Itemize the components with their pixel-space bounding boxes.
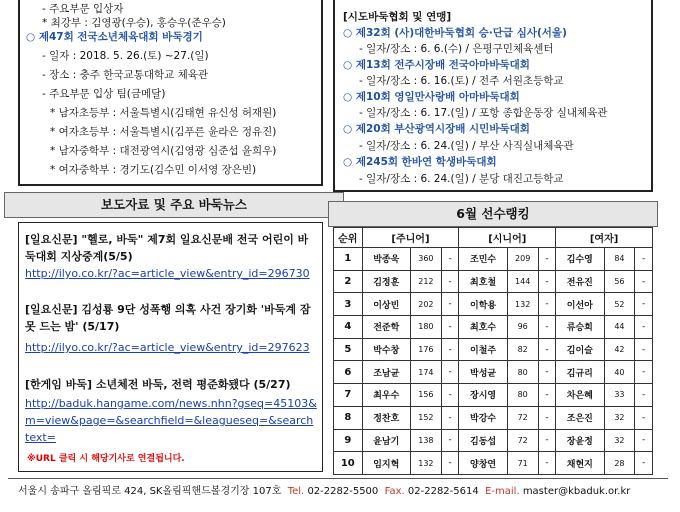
women-player-name: 김규리 [556,361,604,384]
women-player-name: 이선아 [556,293,604,316]
senior-column-header: [시니어] [459,228,556,248]
rank-number: 4 [334,316,363,339]
ranking-row [334,316,653,339]
news-headline: [한게임 바둑] 소년체전 바둑, 전력 평준화됐다 (5/27) [25,378,291,391]
senior-player-name: 박강수 [459,406,507,429]
senior-player-name: 박성균 [459,361,507,384]
junior-player-name: 전준학 [362,316,410,339]
circle-bullet-icon: ○ [343,27,356,39]
senior-player-points: 80 [507,361,538,384]
junior-player-points: 174 [410,361,441,384]
junior-player-name: 박종욱 [362,248,410,271]
separator: - [538,406,556,429]
ranking-row [334,429,653,452]
separator: - [441,361,459,384]
news-section-header: 보도자료 및 주요 바둑뉴스 [4,192,344,218]
event-detail: - 일자/장소 : 6. 24.(일) / 분당 대진고등학교 [359,173,564,185]
rank-number: 3 [334,293,363,316]
event-detail: - 일자/장소 : 6. 24.(일) / 부산 사직실내체육관 [359,140,574,152]
circle-bullet-icon: ○ [26,31,36,43]
medal-row: * 여자초등부 : 서울특별시(김푸른 윤라은 정유진) [50,126,277,138]
women-player-name: 장윤정 [556,429,604,452]
separator: - [441,270,459,293]
news-link[interactable]: http://ilyo.co.kr/?ac=article_view&entry_id=296730 [25,267,310,280]
separator: - [635,452,653,475]
junior-player-points: 176 [410,338,441,361]
event-detail: - 일자/장소 : 6. 17.(일) / 포항 종합운동장 실내체육관 [359,107,608,119]
separator: - [538,338,556,361]
women-player-name: 김이슬 [556,338,604,361]
women-player-points: 52 [604,293,635,316]
ranking-row [334,248,653,271]
junior-player-points: 202 [410,293,441,316]
footer-divider [8,478,668,479]
event-title: ○ 제10회 영일만사랑배 아마바둑대회 [343,91,520,103]
separator: - [635,384,653,407]
senior-player-name: 양창연 [459,452,507,475]
winners-heading: - 주요부문 입상자 [42,3,124,15]
women-player-name: 조은진 [556,406,604,429]
ranking-row [334,270,653,293]
women-player-name: 류승희 [556,316,604,339]
ranking-table [333,227,653,475]
event-date: - 일자 : 2018. 5. 26.(토) ~27.(일) [42,50,209,62]
separator: - [635,316,653,339]
senior-player-points: 209 [507,248,538,271]
separator: - [441,406,459,429]
senior-player-name: 장시영 [459,384,507,407]
junior-column-header: [주니어] [362,228,459,248]
ranking-section-header: 6월 선수랭킹 [328,201,658,227]
regional-events-heading: [시도바둑협회 및 연맹] [343,11,452,23]
women-player-points: 42 [604,338,635,361]
event-title: ○ 제13회 전주시장배 전국아마바둑대회 [343,59,530,71]
news-link[interactable]: http://baduk.hangame.com/news.nhn?gseq=45103&m=view&page=&searchfield=&leagueseq=&searchtext= [25,397,317,444]
rank-column-header: 순위 [334,228,363,248]
separator: - [635,248,653,271]
tel-label: Tel. [287,486,305,497]
ranking-row [334,293,653,316]
news-headline: [일요신문] "헬로, 바둑" 제7회 일요신문배 전국 어린이 바둑대회 지상중계(5/5) [25,233,309,263]
rank-number: 5 [334,338,363,361]
url-note: ※URL 클릭 시 해당기사로 연결됩니다. [27,454,185,464]
senior-player-points: 72 [507,406,538,429]
medal-heading: - 주요부문 입상 팀(금메달) [42,88,166,100]
separator: - [538,270,556,293]
separator: - [441,316,459,339]
regional-events-box [333,0,653,192]
senior-player-name: 최호철 [459,270,507,293]
tel-number: 02-2282-5500 [307,486,379,497]
medal-row: * 남자중학부 : 대전광역시(김영광 심준섭 윤희우) [50,145,277,157]
ranking-row [334,361,653,384]
email-label: E-mail. [485,486,520,497]
event-detail: - 일자/장소 : 6. 6.(수) / 은평구민체육센터 [359,43,554,55]
women-player-name: 전유진 [556,270,604,293]
senior-player-points: 80 [507,384,538,407]
separator: - [441,293,459,316]
senior-player-name: 김동섭 [459,429,507,452]
rank-number: 2 [334,270,363,293]
rank-number: 6 [334,361,363,384]
separator: - [538,452,556,475]
news-headline: [일요신문] 김성룡 9단 성폭행 의혹 사건 장기화 '바둑계 잠 못 드는 밤' (5/17) [25,303,311,333]
junior-player-points: 180 [410,316,441,339]
rank-number: 1 [334,248,363,271]
women-player-name: 채현지 [556,452,604,475]
separator: - [538,248,556,271]
women-player-points: 33 [604,384,635,407]
ranking-row [334,406,653,429]
junior-player-name: 임지혁 [362,452,410,475]
senior-player-name: 이학용 [459,293,507,316]
senior-player-points: 132 [507,293,538,316]
women-player-name: 김수영 [556,248,604,271]
women-player-points: 56 [604,270,635,293]
senior-player-name: 최호수 [459,316,507,339]
junior-player-name: 박수창 [362,338,410,361]
circle-bullet-icon: ○ [343,156,356,168]
junior-player-name: 정찬호 [362,406,410,429]
junior-player-points: 152 [410,406,441,429]
separator: - [635,406,653,429]
separator: - [538,384,556,407]
separator: - [538,361,556,384]
separator: - [441,384,459,407]
circle-bullet-icon: ○ [343,59,356,71]
junior-player-points: 212 [410,270,441,293]
medal-row: * 여자중학부 : 경기도(김수민 이서영 장은빈) [50,164,257,176]
event-title: ○ 제47회 전국소년체육대회 바둑경기 [26,31,203,43]
senior-player-points: 82 [507,338,538,361]
rank-number: 8 [334,406,363,429]
circle-bullet-icon: ○ [343,91,356,103]
rank-number: 10 [334,452,363,475]
senior-player-points: 72 [507,429,538,452]
ranking-row [334,338,653,361]
women-player-points: 44 [604,316,635,339]
medal-row: * 남자초등부 : 서울특별시(김태현 유신성 허재원) [50,107,277,119]
junior-player-points: 138 [410,429,441,452]
separator: - [635,270,653,293]
news-box [18,222,323,472]
senior-player-points: 96 [507,316,538,339]
event-detail: - 일자/장소 : 6. 16.(토) / 전주 서원초등학교 [359,75,564,87]
junior-player-name: 윤남기 [362,429,410,452]
junior-player-name: 최우수 [362,384,410,407]
event-title: ○ 제245회 한바연 학생바둑대회 [343,156,497,168]
news-link[interactable]: http://ilyo.co.kr/?ac=article_view&entry_id=297623 [25,341,310,354]
separator: - [441,248,459,271]
separator: - [635,338,653,361]
email-address[interactable]: master@kbaduk.or.kr [522,486,631,497]
fax-number: 02-2282-5614 [407,486,479,497]
ranking-row [334,452,653,475]
junior-player-points: 132 [410,452,441,475]
senior-player-points: 144 [507,270,538,293]
junior-player-points: 156 [410,384,441,407]
separator: - [635,429,653,452]
women-player-name: 차은혜 [556,384,604,407]
senior-player-name: 이철주 [459,338,507,361]
top-division-winners: * 최강부 : 김영광(우승), 홍승우(준우승) [42,17,226,29]
separator: - [635,293,653,316]
separator: - [538,293,556,316]
junior-player-name: 조남균 [362,361,410,384]
ranking-row [334,384,653,407]
senior-player-name: 조민수 [459,248,507,271]
separator: - [441,452,459,475]
rank-number: 9 [334,429,363,452]
women-player-points: 40 [604,361,635,384]
footer-address: 서울시 송파구 올림픽로 424, SK올림픽핸드볼경기장 107호 [18,486,282,497]
separator: - [538,316,556,339]
junior-player-name: 김정훈 [362,270,410,293]
event-title: ○ 제20회 부산광역시장배 시민바둑대회 [343,123,530,135]
separator: - [538,429,556,452]
junior-player-points: 360 [410,248,441,271]
women-column-header: [여자] [556,228,653,248]
circle-bullet-icon: ○ [343,123,356,135]
sports-festival-results-box [18,0,323,186]
event-title: ○ 제32회 (사)대한바둑협회 승·단급 심사(서울) [343,27,567,39]
separator: - [635,361,653,384]
event-venue: - 장소 : 충주 한국교통대학교 체육관 [42,69,209,81]
women-player-points: 28 [604,452,635,475]
separator: - [441,429,459,452]
women-player-points: 32 [604,429,635,452]
separator: - [441,338,459,361]
rank-number: 7 [334,384,363,407]
footer [18,482,630,497]
women-player-points: 84 [604,248,635,271]
senior-player-points: 71 [507,452,538,475]
women-player-points: 32 [604,406,635,429]
junior-player-name: 이상빈 [362,293,410,316]
fax-label: Fax. [384,486,405,497]
